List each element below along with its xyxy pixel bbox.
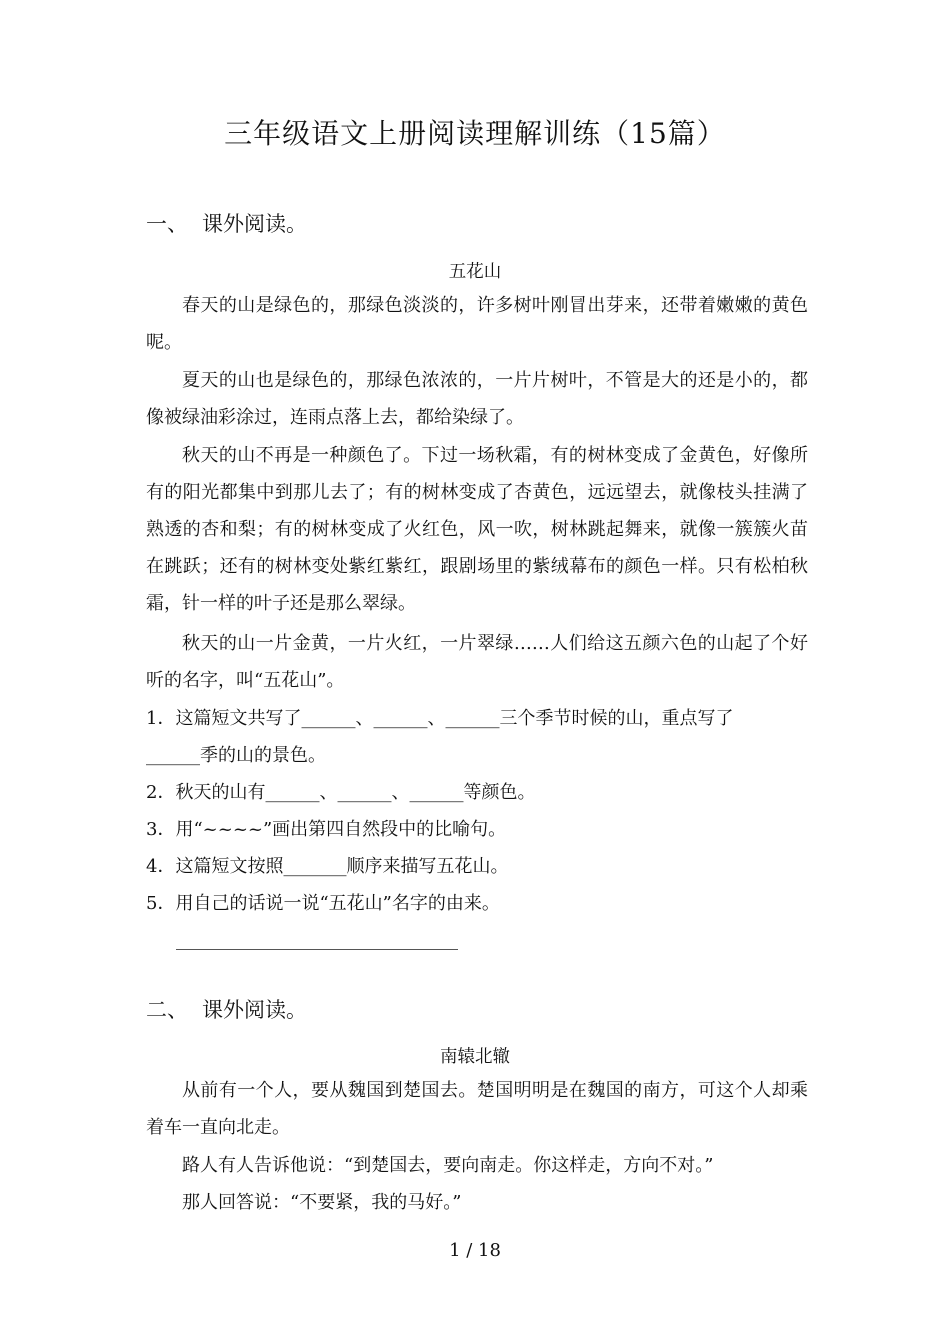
passage-2-title: 南辕北辙 (440, 1047, 510, 1067)
passage-1-paragraph-2: 夏天的山也是绿色的，那绿色浓浓的，一片片树叶，不管是大的还是小的，都像被绿油彩涂过，连雨点落上去，都给染绿了。 (146, 370, 808, 428)
section-1-heading-text: 课外阅读。 (202, 212, 307, 236)
document-title: 三年级语文上册阅读理解训练（15篇） (224, 117, 726, 150)
section-2-number: 二、 (146, 998, 188, 1022)
question-4: 4．这篇短文按照_______顺序来描写五花山。 (146, 856, 509, 877)
section-1-heading (146, 208, 307, 238)
section-1-number: 一、 (146, 212, 188, 236)
passage-1-title: 五花山 (448, 262, 502, 282)
passage-1-paragraph-4: 秋天的山一片金黄，一片火红，一片翠绿……人们给这五颜六色的山起了个好听的名字，叫“五花山”。 (146, 633, 808, 691)
question-3: 3．用“~~~~”画出第四自然段中的比喻句。 (146, 819, 507, 840)
passage-2-paragraph-3: 那人回答说：“不要紧，我的马好。” (182, 1192, 462, 1213)
answer-line (176, 949, 458, 950)
question-5: 5．用自己的话说一说“五花山”名字的由来。 (146, 893, 500, 914)
section-2-heading-text: 课外阅读。 (202, 998, 307, 1022)
question-2: 2．秋天的山有______、______、______等颜色。 (146, 782, 536, 803)
page-number: 1 / 18 (449, 1240, 501, 1261)
question-1-continued: ______季的山的景色。 (146, 745, 326, 766)
question-1: 1．这篇短文共写了______、______、______三个季节时候的山，重点写了 (146, 708, 734, 729)
passage-2-paragraph-1: 从前有一个人，要从魏国到楚国去。楚国明明是在魏国的南方，可这个人却乘着车一直向北走。 (146, 1080, 808, 1138)
passage-2-paragraph-2: 路人有人告诉他说：“到楚国去，要向南走。你这样走，方向不对。” (182, 1155, 714, 1176)
passage-1-paragraph-3: 秋天的山不再是一种颜色了。下过一场秋霜，有的树林变成了金黄色，好像所有的阳光都集中到那儿去了；有的树林变成了杏黄色，远远望去，就像枝头挂满了熟透的杏和梨；有的树林变成了火红色，风一吹，树林跳起舞来，就像一簇簇火苗在跳跃；还有的树林变处紫红紫红，跟剧场里的紫绒幕布的颜色一样。只有松柏秋霜，针一样的叶子还是那么翠绿。 (146, 445, 808, 614)
passage-1-paragraph-1: 春天的山是绿色的，那绿色淡淡的，许多树叶刚冒出芽来，还带着嫩嫩的黄色呢。 (146, 295, 808, 353)
section-2-heading (146, 994, 307, 1024)
